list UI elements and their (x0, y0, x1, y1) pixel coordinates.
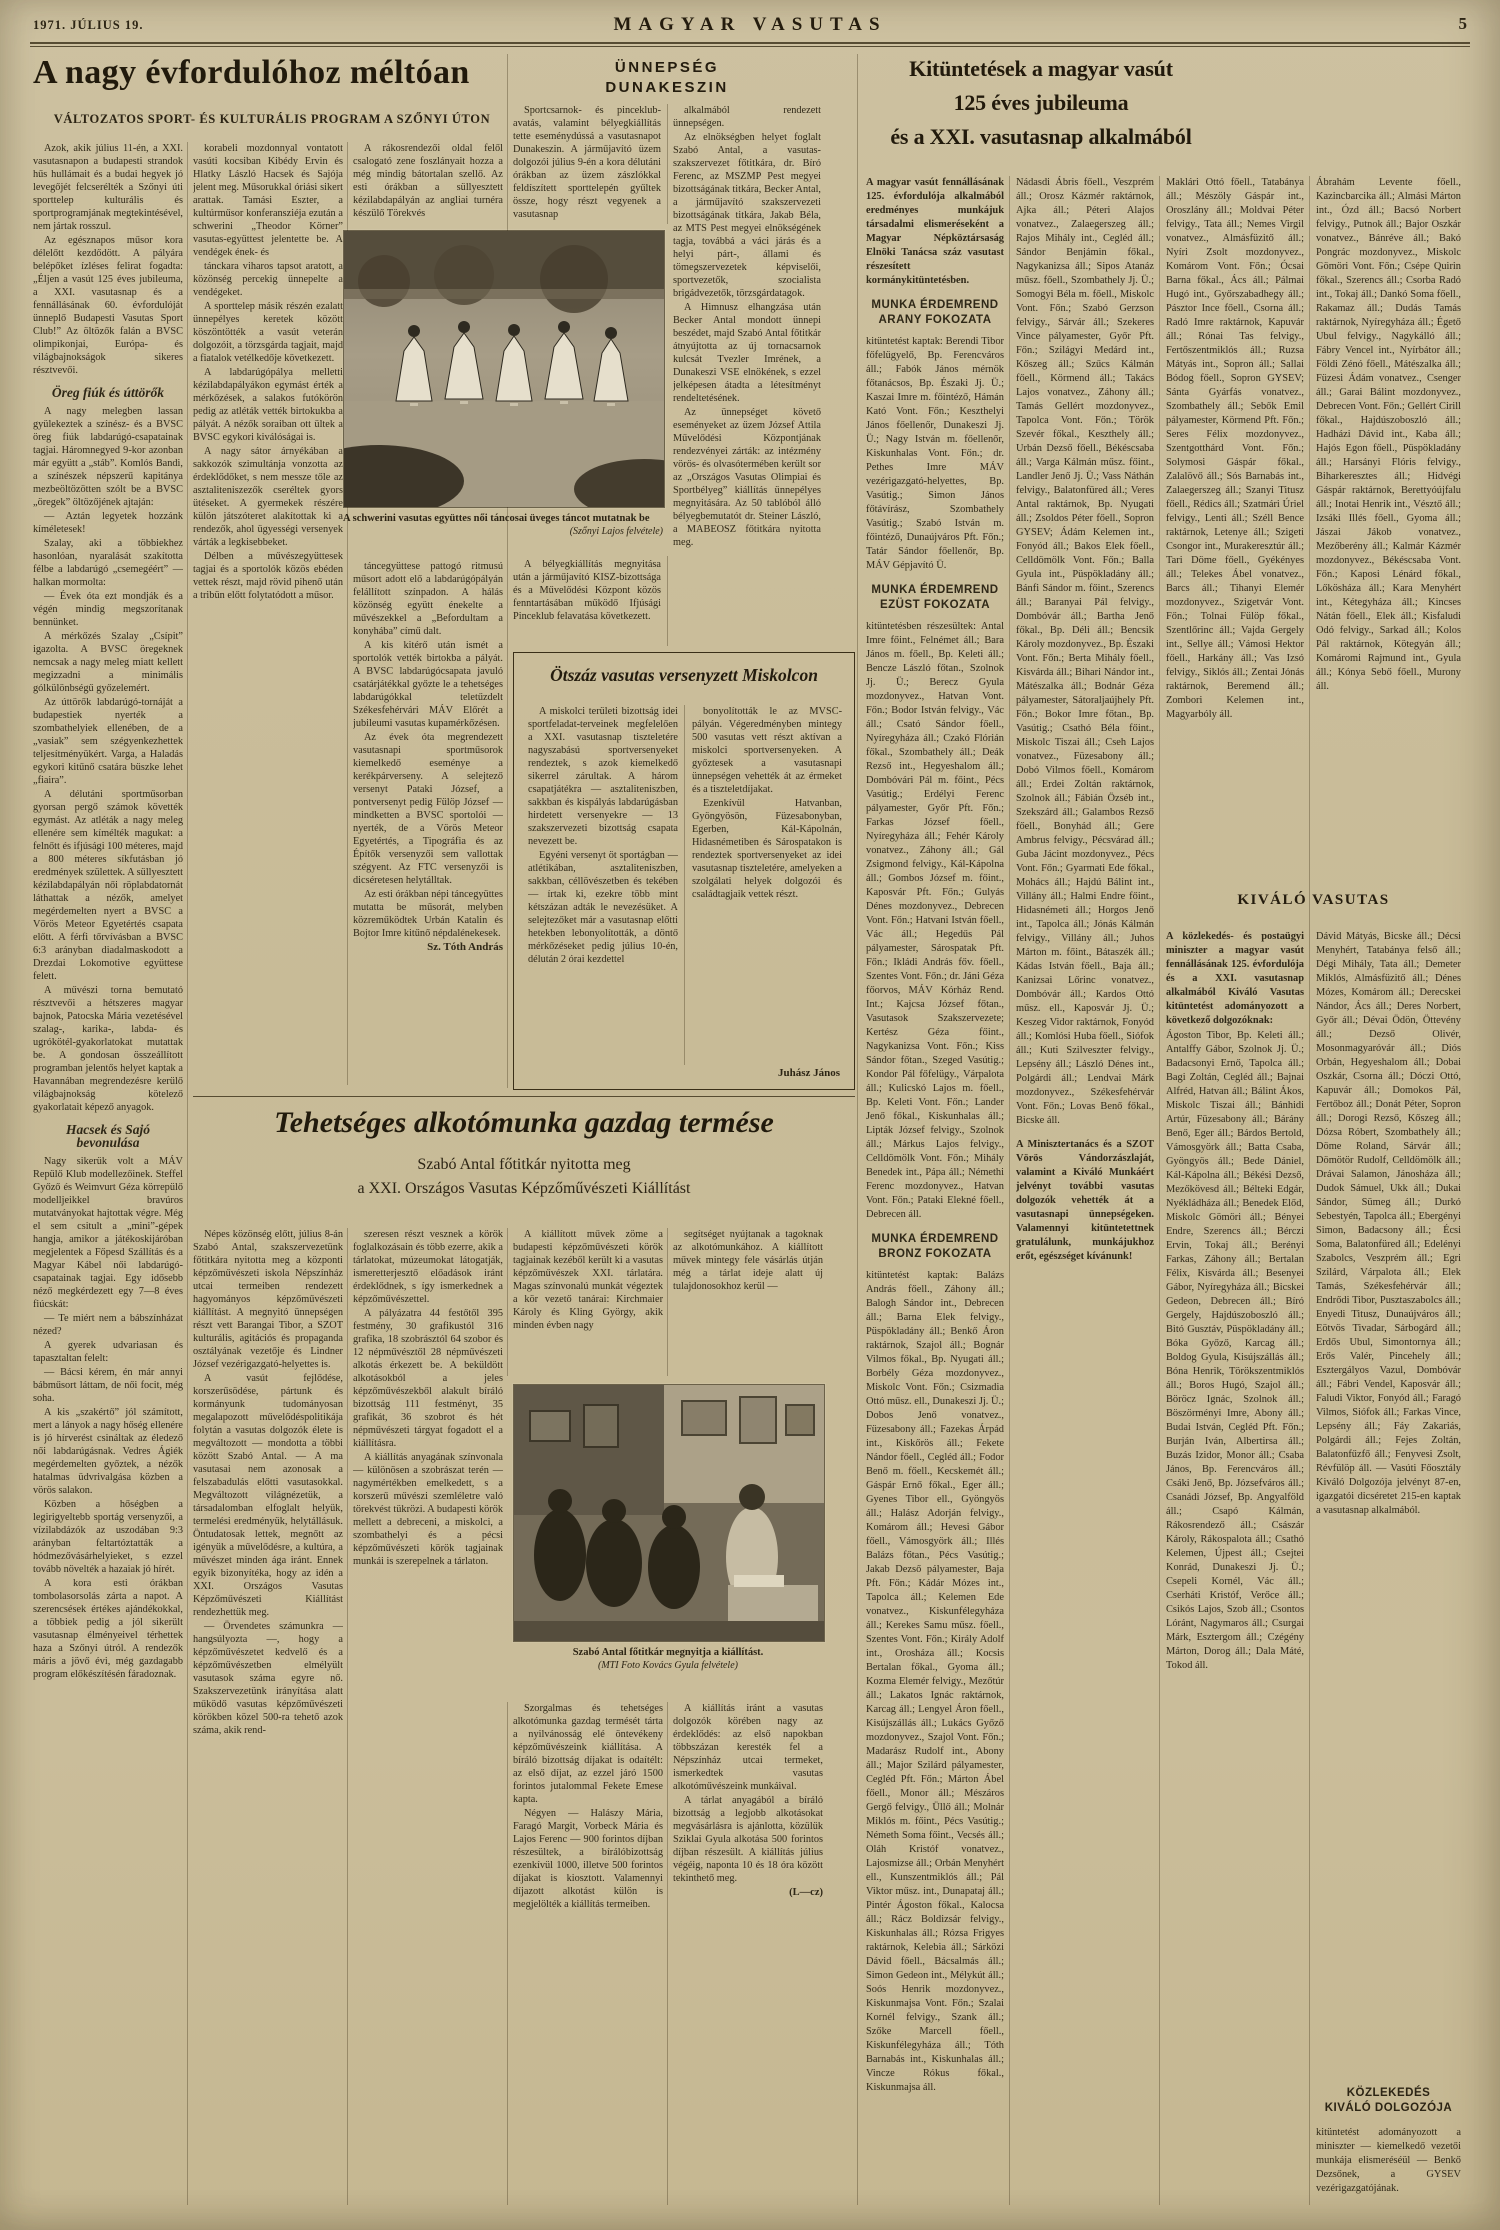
awards-column-1 (866, 176, 1004, 2205)
awards-column-4-top (1316, 176, 1461, 876)
column-rule (507, 54, 508, 1088)
dunakeszi-col-a-bottom (513, 558, 661, 646)
paragraph: A nagy sátor árnyékában a sakkozók szimultánja vonzotta az érdeklődőket, s nem messze tőle az asztaliteniszezők cseréltek gyors ütéseket. A gyermekek részére külön játszóteret alakítottak ki a rendezők, ahol ügyességi versenyek várták a legkisebbeket. (193, 446, 343, 548)
excellent-railwayman-heading: KIVÁLÓ VASUTAS (1237, 892, 1390, 908)
silver-section-heading (866, 583, 1004, 613)
paragraph: — Évek óta ezt mondják és a végén mindig megszorítanak bennünket. (33, 591, 183, 628)
paragraph: A kora esti órákban tombolasorsolás zárta a napot. A szerencsések értékes ajándékokkal, a többiek pedig a jól sikerült vasutasnap élményeivel térhettek haza a Szőnyi útról. A rendezők máris a jövő évi, még gazdagabb program előkészítésén fáradoznak. (33, 1578, 183, 1680)
awards-column-2 (1016, 176, 1154, 2205)
page-number: 5 (1458, 14, 1467, 33)
lead-byline: Sz. Tóth András (427, 941, 503, 953)
exhibition-column-1 (193, 1228, 343, 2205)
silver-heading-line2: EZÜST FOKOZATA (879, 599, 991, 611)
paragraph: Szalay, aki a többiekhez hasonlóan, nyaralását szakította félbe a labdarúgó „csemegéért” — halkan mormolta: (33, 538, 183, 588)
paragraph: A kiállítás anyagának színvonala — különösen a szobrászat terén — nagymértékben emelkedett, s a korszerű művészi szemléletre való törekvést tükrözi. A budapesti körök mellett a debreceni, a miskolci, a szombathelyi és a pécsi képzőművészeti körök tagjainak munkái is szerepelnek a tárlaton. (353, 1452, 503, 1567)
paragraph: A kis „szakértő” jól számított, mert a lányok a nagy hőség ellenére is jó hírverést csináltak az éledező női labdarúgásnak. Vedres Ágiék megérdemelten győztek, a nézők hatalmas üdvrivalgása közben a vörös salakon. (33, 1407, 183, 1496)
lead-column-1 (33, 142, 183, 2205)
paragraph: A bélyegkiállítás megnyitása után a járműjavító KISZ-bizottsága és a Művelődési Központ közös fenntartásában működő Ifjúsági Pinceklub felavatása következett. (513, 559, 661, 622)
section-rule (857, 54, 858, 2205)
header-rule-thin (30, 46, 1470, 47)
paragraph: Ezenkívül Hatvanban, Gyöngyösön, Füzesabonyban, Egerben, Kál-Kápolnán, Hidasnémetiben és Sárospatakon is rendeztek sportversenyeket az idei vasutasnap tiszteletére, amelyeken a szolgálati helyek dolgozói és családtagjaik vettek részt. (692, 798, 842, 900)
paragraph: A labdarúgópálya melletti kézilabdapályákon egymást érték a mérkőzések, a salakos futókörön pedig az atléták vették birtokukba a pályát. A nézők soraiban ott ültek a BVSC egykori kiválóságai is. (193, 367, 343, 443)
silver-list-d: Ábrahám Levente főell., Kazincbarcika áll.; Almási Márton int., Ózd áll.; Bacsó Norbert felvigy., Putnok áll.; Bajor Oszkár vonatvez., Bánréve áll.; Bakó Pongrác mozdonyvez., Miskolc Gömöri Vont. Főn.; Csépe Quirin főkal., Szerencs áll.; Csorba Radó int., Tokaj áll.; Dankó Soma főell., Rakamaz áll.; Dudás Tamás raktárnok, Nyíregyháza áll.; Égető Ubul felvigy., Nagykálló áll.; Fábry Vencel int., Nyírbátor áll.; Földi Zénó főell., Mátészalka áll.; Füzesi Ádám vonatvez., Csenger áll.; Garai Bálint mozdonyvez., Debrecen Vont. Főn.; Gellért Cirill főkal., Hajdúszoboszló áll.; Hadházi Dávid int., Kaba áll.; Hajós Egon főell., Püspökladány áll.; Harsányi Flóris felvigy., Biharkeresztes áll.; Hidvégi Gáspár raktárnok, Berettyóújfalu áll.; Inotai Henrik int., Vésztő áll.; Izsáki Illés főell., Gyoma áll.; Jászai Jákob vonatvez., Mezőberény áll.; Kalmár Kázmér mozdonyvez., Békéscsaba Vont. Főn.; Kaposi Lénárd főkal., Lőkösháza áll.; Kara Menyhért int., Kétegyháza áll.; Kincses Nátán főell., Elek áll.; Kisfaludi Odó felvigy., Sarkad áll.; Kolos Pál raktárnok, Kötegyán áll.; Komáromi Rajmund int., Gyula áll.; Kónya Sebő főell., Murony áll. (1316, 177, 1461, 692)
miskolc-col-1 (528, 705, 678, 1065)
column-rule (507, 1702, 508, 2205)
paragraph: Négyen — Halászy Mária, Faragó Margit, Vorbeck Mária és Lajos Ferenc — 900 forintos díjban részesültek, a bírálóbizottság ezenkívül 1000, illetve 500 forintos díjakat is kiosztott. Valamennyi díjazott alkotást külön is megjelölték a kiállítás termeiben. (513, 1808, 663, 1910)
lead-headline: A nagy évfordulóhoz méltóan (33, 54, 470, 91)
crosshead-oreg-fiuk: Öreg fiúk és úttörők (51, 385, 165, 400)
lead-column-2 (193, 142, 343, 1085)
paragraph: — Bácsi kérem, én már annyi bábműsort láttam, de női focit, még soha. (33, 1367, 183, 1404)
miskolc-box (513, 652, 855, 1090)
dunakeszi-heading (513, 58, 821, 98)
photo-dancers-credit: (Szőnyi Lajos felvétele) (569, 525, 663, 537)
exhibition-col4-paras (673, 1702, 823, 1885)
paragraph: — Örvendetes számunkra — hangsúlyozta —, hogy a képzőművészetet kedvelő és a képzőművészetben elmélyült vasutasok száma egyre nő. Szakszervezetünk irányítása alatt működő vasutas képzőművészeti körökben közel 500-ra tehető azok száma, akik rend- (193, 1621, 343, 1736)
exhibition-column-4-top (673, 1228, 823, 1376)
column-rule (507, 1228, 508, 1376)
paragraph: Sportcsarnok- és pinceklub-avatás, valamint bélyegkiállítás tette eseménydússá a vasutasnapot Dunakeszin. A járműjavító üzem dolgozói július 9-én a kora délutáni órákban az üzem zászlókkal feldíszített sporttelepén gyűltek össze, hogy részt vegyenek a vasutasnap (513, 105, 661, 220)
silver-list-c: Maklári Ottó főell., Tatabánya áll.; Mészöly Gáspár int., Oroszlány áll.; Moldvai Péter felvigy., Tata áll.; Nemes Virgil vonatvez., Almásfüzitő áll.; Nyíri Zsolt mozdonyvez., Komárom Vont. Főn.; Ócsai Barna főkal., Ács áll.; Pálmai Hugó int., Győrszabadhegy áll.; Pásztor Ince főell., Csorna áll.; Radó Imre raktárnok, Kapuvár áll.; Rónai Tas felvigy., Fertőszentmiklós áll.; Ruzsa Mátyás int., Sopron áll.; Sallai Bódog főell., Sopron GYSEV; Sánta Gyárfás vonatvez., Szombathely áll.; Sebők Emil pályamester, Körmend Pft. Főn.; Seres Félix mozdonyvez., Szentgotthárd Vont. Főn.; Solymosi Gáspár főkal., Zalalövő áll.; Sós Barnabás int., Zalaegerszeg áll.; Szanyi Titusz főell., Rédics áll.; Szatmári Úriel felvigy., Lenti áll.; Széll Bence raktárnok, Letenye áll.; Szigeti Csongor int., Murakeresztúr áll.; Tari Döme főell., Gyékényes áll.; Telekes Ábel vonatvez., Barcs áll.; Tihanyi Elemér mozdonyvez., Szigetvár Vont. Főn.; Tolnai Fülöp főkal., Szentlőrinc áll.; Vajda Gergely int., Sellye áll.; Vámosi Hektor főell., Harkány áll.; Vas Izsó felvigy., Siklós áll.; Zentai Jónás raktárnok, Beremend áll.; Zombori Kelemen int., Magyarbóly áll. (1166, 177, 1304, 720)
paragraph: Az egésznapos műsor kora délelőtt kezdődött. A pályára belépőket ízléses felirat fogadta: „Éljen a vasút 125 éves jubileuma, a XXI. vasutasnap és a fennállásának 60. évfordulóját ünneplő Budapesti Vasutas Sport Club!” Az öltözők falán a BVSC olimpikonjai, Európa- és világbajnokságok sikeres résztvevői. (33, 235, 183, 376)
paragraph: A vasút fejlődése, korszerűsödése, pártunk és kormányunk tudományosan megalapozott művelődéspolitikája folytán a vasutas dolgozók élete is megváltozott — mondotta a többi között Szabó Antal. — A ma vasutasai nem azonosak a felszabadulás előtti vasutasokkal. Megváltozott világnézetük, a társadalomban elfoglalt helyük, termelési eredményük, helytállásuk. Öntudatosak lettek, megnőtt az igényük a művelődésre, a kultúra, a művészet minden ága iránt. Ennek egyik bizonyítéka, hogy az idén a XXI. Országos Vasutas Képzőművészeti Kiállítást rendezhettük meg. (193, 1373, 343, 1618)
silver-list-b: Nádasdi Ábris főell., Veszprém áll.; Orosz Kázmér raktárnok, Ajka áll.; Péteri Alajos vonatvez., Zalaegerszeg áll.; Rajos Mihály int., Cegléd áll.; Sándor Benjámin főkal., Nagykanizsa áll.; Sipos Atanáz műsz. főell., Szombathely Jj. Ü.; Somogyi Béla m. főell., Miskolc Vont. Főn.; Szabó Gerzson felvigy., Sárvár áll.; Szekeres Vince pályamester, Győr Pft. Főn.; Szilágyi Medárd int., Kőszeg áll.; Szűcs Kálmán főell., Körmend áll.; Takács Lajos vonatvez., Záhony áll.; Tamás Gellért mozdonyvez., Tapolca Vont. Főn.; Török Szevér főkal., Keszthely áll.; Urbán Dezső főell., Békéscsaba áll.; Varga Kálmán műsz. főint., Landler Jenő Jj. Ü.; Vass Náthán felvigy., Balatonfüred áll.; Veres Antal raktárnok, Bp. Nyugati áll.; Zsoldos Péter főell., Sopron GYSEV; Ádám Kelemen int., Fonyód áll.; Bakos Elek főell., Celldömölk Vont. Főn.; Balla Gyula int., Püspökladány áll.; Bánfi Sándor m. főint., Szerencs áll.; Baranyai Pál felvigy., Dombóvár áll.; Bartha Jenő főkal., Bp. Déli áll.; Bencsik Károly mozdonyvez., Bp. Északi Vont. Főn.; Berta Mihály főell., Kisvárda áll.; Bihari Nándor int., Mátészalka áll.; Bodnár Géza pályamester, Sátoraljaújhely Pft. Főn.; Bokor Imre főtan., Bp. Vasútig.; Csathó Béla főint., Miskolc Tiszai áll.; Cseh Lajos vonatvez., Füzesabony áll.; Dobó Vilmos főell., Komárom áll.; Erdei Zoltán raktárnok, Szolnok áll.; Fábián Özséb int., Szekszárd áll.; Galambos Rezső főell., Bonyhád áll.; Gere Ambrus felvigy., Pécsvárad áll.; Guba Jácint mozdonyvez., Pécs Vont. Főn.; Gyarmati Ede főkal., Mohács áll.; Hajdú Bálint int., Villány áll.; Halmi Endre főint., Hidasnémeti áll.; Horgos Jenő int., Tapolca áll.; Jónás Kálmán felvigy., Villány áll.; Juhos Márton m. főint., Bátaszék áll.; Kádas István főell., Baja áll.; Kanizsai Lőrinc vonatvez., Dombóvár áll.; Kardos Ottó műsz. ell., Kaposvár Jj. Ü.; Keszeg Vidor raktárnok, Fonyód áll.; Komlósi Huba főell., Siófok áll.; Kuti Szilveszter felvigy., Lepsény áll.; László Dénes int., Polgárdi áll.; Lendvai Márk mozdonyvez., Székesfehérvár Vont. Főn.; Lovas Benő főkal., Bicske áll. (1016, 177, 1154, 1126)
column-rule (1009, 176, 1010, 2205)
paragraph: Az úttörők labdarúgó-tornáját a budapestiek nyerték a szombathelyiek ellenében, de a „vasiak” sem szégyenkezhettek teljesítményükért. Varga, a Haladás egykori kitűnő csatára büszke lehet „fiaira”. (33, 697, 183, 786)
bronze-heading-line1: MUNKA ÉRDEMREND (871, 1233, 999, 1245)
column-rule (684, 705, 685, 1065)
paragraph: A mérkőzés Szalay „Csípit” igazolta. A BVSC öregeknek nemcsak a nagy meleg miatt kellett megizzadni a minimális gólkülönbségű győzelemért. (33, 631, 183, 694)
exhibition-headline: Tehetséges alkotómunka gazdag termése (274, 1106, 774, 1139)
silver-heading-line1: MUNKA ÉRDEMREND (871, 584, 999, 596)
column-rule (667, 556, 668, 646)
paragraph: A kiállítás iránt a vasutas dolgozók körében nagy az érdeklődés: az első napokban többszázan keresték fel a Népszínház utcai termeket, ismerkedtek vasutas alkotóművészeink munkáival. (673, 1703, 823, 1792)
paragraph: A kis kitérő után ismét a sportolók vették birtokba a pályát. A BVSC labdarúgócsapata javuló csatárjátékkal győzte le a tehetséges labdarúgókkal teletűzdelt Székesfehérvári MÁV Előrét a jubileumi vasutas kupamérkőzésen. (353, 640, 503, 729)
header-rule-thick (30, 42, 1470, 44)
lead-column-3-bottom (353, 560, 503, 1050)
paragraph: tánckara viharos tapsot aratott, a közönség percekig ünnepelte a vendégeket. (193, 261, 343, 298)
column-rule (1309, 176, 1310, 2205)
lead-col1-part3 (33, 1155, 183, 1681)
paragraph: Közben a hőségben a legirigyeltebb sportág versenyzői, a vízilabdázók az uszodában 9:3 arányban feltartóztatták a hódmezővásárhelyieket, s ezzel tovább növelték a hazaiak jó hírét. (33, 1499, 183, 1575)
gold-heading-line1: MUNKA ÉRDEMREND (871, 299, 999, 311)
exhibition-column-3-bottom (513, 1702, 663, 2205)
lead-column-3-top (353, 142, 503, 224)
exhibition-column-3-top (513, 1228, 663, 1376)
excellent-note: A közlekedés- és postaügyi miniszter a magyar vasút fennállásának 125. évfordulója és a XXI. vasutasnap alkalmából Kiváló Vasutas kitüntetést adományozott a következő dolgozóknak: (1166, 931, 1304, 1026)
photo-exhibition-credit: (MTI Foto Kovács Gyula felvétele) (598, 1659, 738, 1671)
photo-dancers (343, 230, 665, 508)
ministers-note: A Minisztertanács és a SZOT Vörös Vándorzászlaját, valamint a Kiváló Munkáért jelvényt további vasutas dolgozók vehették át a vasutasnapi ünnepségeken. Valamennyi kitüntetettnek gratulálunk, munkájukhoz erőt, egészséget kívánunk! (1016, 1139, 1154, 1262)
transport-heading-line1: KÖZLEKEDÉS (1346, 2087, 1431, 2099)
bronze-list: kitüntetést kaptak: Balázs András főell., Záhony áll.; Balogh Sándor int., Debrecen áll.; Barna Elek felvigy., Püspökladány áll.; Benkő Áron raktárnok, Szajol áll.; Bognár Vilmos főkal., Bp. Nyugati áll.; Borbély Géza mozdonyvez., Miskolc Vont. Főn.; Csizmadia Ottó műsz. ell., Dunakeszi Jj. Ü.; Dobos Jenő vonatvez., Füzesabony áll.; Fazekas Árpád int., Kiskőrös áll.; Fekete Nándor főell., Cegléd áll.; Fodor Benő m. főell., Kecskemét áll.; Gáspár Ernő főkal., Eger áll.; Gyenes Tibor ell., Gyöngyös áll.; Halász Adorján felvigy., Komárom áll.; Hevesi Gábor főell., Vámosgyörk áll.; Illés Balázs főtan., Pécs Vasútig.; Jakab Dezső pályamester, Baja Pft. Főn.; Kádár Mózes int., Tapolca áll.; Kelemen Ede vonatvez., Kiskunfélegyháza áll.; Kerekes Samu műsz. főell., Szentes Vont. Főn.; Király Adolf int., Orosháza áll.; Kocsis Bertalan főkal., Gyoma áll.; Kozma Elemér felvigy., Mezőtúr áll.; Lakatos Ignác raktárnok, Karcag áll.; Lengyel Áron főell., Kisújszállás áll.; Lukács Győző mozdonyvez., Szajol Vont. Főn.; Madarász Rudolf int., Abony áll.; Major Szilárd pályamester, Cegléd Pft. Főn.; Márton Ábel főell., Monor áll.; Mészáros Gergő felvigy., Üllő áll.; Molnár Miklós m. főint., Pécs Vasútig.; Németh Soma főint., Vecsés áll.; Oláh Kristóf vonatvez., Lajosmizse áll.; Orbán Menyhért ell., Kunszentmiklós áll.; Pál Viktor műsz. int., Dunapataj áll.; Pintér Ágoston főkal., Kalocsa áll.; Rácz Boldizsár felvigy., Kiskunhalas áll.; Rózsa Frigyes raktárnok, Kelebia áll.; Sárközi Dávid főell., Bácsalmás áll.; Simon Gedeon int., Mélykút áll.; Soós Henrik mozdonyvez., Kiskunmajsa Vont. Főn.; Szalai Kornél felvigy., Szank áll.; Szőke Marcell főell., Kiskunfélegyháza áll.; Tóth Barnabás int., Kiskunhalas áll.; Vincze Rókus főkal., Kiskunmajsa áll. (866, 1270, 1004, 2093)
gold-list: kitüntetést kaptak: Berendi Tibor főfelügyelő, Bp. Ferencváros áll.; Fabók János mérnök főtanácsos, Bp. Északi Jj. Ü.; Kaszai Imre m. főintéző, Hámán Kató Vont. Főn.; Keszthelyi János főellenőr, Dunakeszi Jj. Ü.; Nagy István m. főellenőr, Kiskunhalas Vont. Főn.; dr. Pethes Imre MÁV vezérigazgató-helyettes, Bp. Vasútig.; Simon János főtávírász, Szombathely Vasútig.; Szabó István m. főintéző, Dunaújváros Pft. Főn.; Tatár Sándor főellenőr, Bp. MÁV Gépjavító Ü. (866, 336, 1004, 571)
paragraph: A délutáni sportműsorban gyorsan pergő számok követték egymást. Az atléták a nagy meleg ellenére sem kímélték magukat: a felnőtt és ifjúsági 100 méteres, majd a 800 méteres síkfutásban jó eredmények születtek. A süllyesztett kézilabdapályán női röplabdatornát láthattak a nézők, amelyet megérdemelten nyert a BVSC a Vörös Meteor Egyetértés csapata előtt. A férfi tőrvívásban a BVSC 6:3 arányban diadalmaskodott a Drezdai Lokomotive együttese felett. (33, 789, 183, 982)
bronze-section-heading (866, 1232, 1004, 1262)
transport-heading-line2: KIVÁLÓ DOLGOZÓJA (1324, 2102, 1453, 2114)
paragraph: A nagy melegben lassan gyülekeztek a színész- és a BVSC öreg fiúk labdarúgó-csapatainak tagjai. Háromnegyed 9-kor azonban már együtt a „stáb”. Komlós Bandi, a színészek népszerű kapitánya mezbeöltözötten szólt be a BVSC „öregek” öltözőjének ajtaján: (33, 406, 183, 508)
excellent-list-b: Dávid Mátyás, Bicske áll.; Décsi Menyhért, Tatabánya felső áll.; Dégi Mihály, Tata áll.; Demeter Miklós, Almásfüzitő áll.; Dénes Mózes, Komárom áll.; Derecskei Nándor, Ács áll.; Deres Norbert, Győr áll.; Dévai Ödön, Öttevény áll.; Dezső Olivér, Mosonmagyaróvár áll.; Diós Orbán, Hegyeshalom áll.; Dobai Oszkár, Csorna áll.; Dóczi Ottó, Kapuvár áll.; Domokos Pál, Fertőboz áll.; Donát Péter, Sopron áll.; Dorogi Rezső, Kőszeg áll.; Dózsa Róbert, Szombathely áll.; Döme Roland, Sárvár áll.; Dömötör Rudolf, Celldömölk áll.; Drávai Salamon, Jánosháza áll.; Dudok Sámuel, Ukk áll.; Dukai Sándor, Sümeg áll.; Durkó Sebestyén, Tapolca áll.; Ebergényi Simon, Badacsony áll.; Écsi Soma, Balatonfüred áll.; Edelényi Szabolcs, Veszprém áll.; Egri Szilárd, Várpalota áll.; Elek Tamás, Székesfehérvár áll.; Endrődi Tibor, Pusztaszabolcs áll.; Enyedi Titusz, Dunaújváros áll.; Eötvös Tivadar, Sárbogárd áll.; Erdős Ubul, Simontornya áll.; Erős Valér, Pincehely áll.; Esztergályos Vazul, Dombóvár áll.; Fábri Vendel, Kaposvár áll.; Faludi Viktor, Fonyód áll.; Faragó Vilmos, Siófok áll.; Farkas Vince, Lepsény áll.; Fáy Zakariás, Polgárdi áll.; Fejes Zoltán, Balatonfűzfő áll.; Fenyvesi Zsolt, Révfülöp áll. — Vasúti Főosztály Kiváló Dolgozója jelvényt 87-en, igazgatói dicséretet 215-en kaptak a vasutasnap alkalmából. (1316, 931, 1461, 1516)
transport-worker-text (1316, 2126, 1461, 2206)
gold-section-heading (866, 298, 1004, 328)
paragraph: A sporttelep másik részén ezalatt ünnepélyes keretek között köszöntötték a vasút veterán dolgozóit, a törzsgárda tagjait, majd a fiatalok vetélkedője következett. (193, 301, 343, 364)
gold-heading-line2: ARANY FOKOZATA (878, 314, 992, 326)
paragraph: A Himnusz elhangzása után Becker Antal mondott ünnepi beszédet, majd Szabó Antal főtitkár átnyújtotta az új tornacsarnok kulcsát Tvezler Imrének, a Dunakeszi VSE elnökének, s ezzel jelképesen átadta a létesítményt rendeltetésének. (673, 302, 821, 404)
awards-intro: A magyar vasút fennállásának 125. évfordulója alkalmából eredményes munkájuk társadalmi elismeréseként a Magyar Népköztársaság Elnöki Tanácsa száz vasutast részesített kormánykitüntetésben. (866, 177, 1004, 286)
masthead: MAGYAR VASUTAS (613, 14, 887, 35)
paragraph: Az esti órákban népi táncegyüttes mutatta be műsorát, melyben közreműködtek Urbán Katalin és Bojtor Imre kitűnő népdalénekesek. (353, 889, 503, 939)
column-rule (347, 1228, 348, 2205)
excellent-column-b (1316, 930, 1461, 2070)
transport-text-para: kitüntetést adományozott a miniszter — kiemelkedő vezetői munkája elismeréséül — Benkő Dezsőnek, a GYSEV vezérigazgatójának. (1316, 2127, 1461, 2194)
lead-col3-paras (353, 560, 503, 940)
paragraph: korabeli mozdonnyal vontatott vasúti kocsiban Kibédy Ervin és Hlatky László Hacsek és Sajója jelent meg. Műsorukkal óriási sikert arattak. Tamási Eszter, a kultúrműsor konferansziéja ezután a schwerini „Theodor Körner” vasutas-együttest jelentette be. A vendégek ének- és (193, 143, 343, 258)
lead-subtitle: VÁLTOZATOS SPORT- ÉS KULTURÁLIS PROGRAM A SZŐNYI ÚTON (53, 112, 491, 126)
dunakeszi-col-a-top (513, 104, 661, 224)
paragraph: A kiállított művek zöme a budapesti képzőművészeti körök tagjainak kezéből került ki a vasutas képzőművészek XXI. tárlatára. Magas színvonalú munkát végeztek a kör vezető tanárai: Kirchmaier Károly és Kling György, akik minden évben nagy (513, 1229, 663, 1331)
exhibition-column-4-bottom (673, 1702, 823, 2205)
paragraph: bonyolították le az MVSC-pályán. Végeredményben mintegy 500 vasutas vett részt aktívan a miskolci sportversenyeken. A győztesek a vasutasnapi ünnepségen vehették át az érmeket és a tiszteletdíjakat. (692, 706, 842, 795)
awards-headline-line2: 125 éves jubileuma (953, 90, 1129, 115)
paragraph: A gyerek udvariasan és tapasztaltan felelt: (33, 1340, 183, 1364)
column-rule (667, 1228, 668, 1376)
paragraph: A rákosrendezői oldal felől csalogató zene foszlányait hozza a még mindig bátortalan szellő. Az esti órákban a süllyesztett kézilabdapályán az angliai turnéra készülő Törekvés (353, 143, 503, 219)
paragraph: — Te miért nem a bábszínházat nézed? (33, 1313, 183, 1337)
paragraph: A miskolci területi bizottság idei sportfeladat-terveinek megfelelően a XXI. vasutasnap tiszteletére nagyszabású sportversenyeket rendeztek, s azok kiemelkedő sikerrel zárultak. A három csapatjátékra — asztaliteniszben, sakkban és kispályás labdarúgásban hirdetett versenyekre — 13 szakszervezeti bizottság csapata nevezett be. (528, 706, 678, 847)
paragraph: Az elnökségben helyet foglalt Szabó Antal, a vasutas-szakszervezet főtitkára, dr. Bíró Ferenc, az MSZMP Pest megyei bizottságának titkára, Becker Antal, a járműjavító szakszervezeti bizottságának titkára, Jakab Béla, az MTS Pest megyei elnökségének tagja, továbbá a váci járás és a helyi párt-, állami és tömegszervezetek képviselői, sportvezetők, szocialista brigádvezetők, törzsgárdatagok. (673, 132, 821, 299)
exhibition-subtitle-2: a XXI. Országos Vasutas Képzőművészeti Kiállítást (357, 1180, 691, 1197)
paragraph: Nagy sikerük volt a MÁV Repülő Klub modellezőinek. Steffel Győző és Weimvurt Géza körrepülő modelljeikkel bravúros mutatványokat hajtottak végre. Még el sem csitult a „mini”-gépek hangja, amikor a játékoskijáróban megjelentek a Főpesd Szállítás és a Magyar Kábel női labdarúgó-csapatainak tagjai. Egy idősebb néző megkérdezett egy 7—8 éves fiúcskát: (33, 1156, 183, 1310)
photo-exhibition-caption: Szabó Antal főtitkár megnyitja a kiállítást. (572, 1647, 764, 1658)
dunakeszi-heading-line1: ÜNNEPSÉG (614, 59, 720, 76)
paragraph: — Aztán legyetek hozzánk kíméletesek! (33, 511, 183, 535)
excellent-list-a: Ágoston Tibor, Bp. Keleti áll.; Antalffy Gábor, Szolnok Jj. Ü.; Badacsonyi Ernő, Tapolca áll.; Bagi Zoltán, Cegléd áll.; Bajnai Alfréd, Hatvan áll.; Bálint Ákos, Miskolc Tiszai áll.; Bánhidi Artúr, Füzesabony áll.; Bárány Benő, Eger áll.; Bárdos Bertold, Vámosgyörk áll.; Batta Csaba, Gyöngyös áll.; Bede Dániel, Kál-Kápolna áll.; Békési Dezső, Mezőkövesd áll.; Bélteki Edgár, Nyékládháza áll.; Benedek Előd, Miskolc Gömöri áll.; Bényei Endre, Szerencs áll.; Bérczi Ervin, Tokaj áll.; Berényi Farkas, Záhony áll.; Bertalan Félix, Kisvárda áll.; Besenyei Gábor, Nyíregyháza áll.; Bicskei Gedeon, Debrecen áll.; Bíró Gergely, Hajdúszoboszló áll.; Bitó Gusztáv, Püspökladány áll.; Bóka Győző, Karcag áll.; Boldog Gyula, Kisújszállás áll.; Bóna Henrik, Törökszentmiklós áll.; Boros Hugó, Szajol áll.; Böröcz Ignác, Szolnok áll.; Böszörményi Imre, Abony áll.; Budai István, Cegléd Pft. Főn.; Burján Iván, Albertirsa áll.; Buzás Izidor, Monor áll.; Csaba János, Bp. Ferencváros áll.; Csáki Jenő, Bp. Józsefváros áll.; Csanádi József, Bp. Angyalföld áll.; Csapó Kálmán, Rákosrendező áll.; Császár Károly, Rákospalota áll.; Csathó Kelemen, Újpest áll.; Csejtei Konrád, Dunakeszi Jj. Ü.; Csepeli Kornél, Vác áll.; Cserháti Kristóf, Verőce áll.; Csikós Lajos, Szob áll.; Csontos Lóránt, Nagymaros áll.; Csurgai Márk, Esztergom áll.; Czégény Márton, Dorog áll.; Dala Máté, Tokod áll. (1166, 1030, 1304, 1671)
paragraph: alkalmából rendezett ünnepségen. (673, 105, 821, 129)
paragraph: Népes közönség előtt, július 8-án Szabó Antal, szakszervezetünk főtitkára nyitotta meg a központi képzőművészeti iskola Népszínház utcai termeiben rendezett hagyományos képzőművészeti kiállítást. A megnyitó ünnepségen részt vett Barangai Tibor, a SZOT kulturális, agitációs és propaganda osztályának vezetője és Lindner József vezérigazgató-helyettes is. (193, 1229, 343, 1370)
miskolc-col-2 (692, 705, 842, 1045)
column-rule (1159, 176, 1160, 2205)
awards-column-3-top (1166, 176, 1304, 876)
paragraph: A pályázatra 44 festőtől 395 festmény, 30 grafikustól 316 grafika, 18 szobrásztól 64 szobor és 12 népművésztől 28 népművészeti alkotás érkezett be. A beküldött alkotásokból a jeles képzőművészekből alakult bíráló bizottság 111 festményt, 35 grafikát, 36 szobrot és hét népművészeti tárgyat fogadott el a kiállításra. (353, 1308, 503, 1449)
excellent-column-a (1166, 930, 1304, 2205)
photo-dancers-image (344, 231, 664, 507)
silver-list-a: kitüntetésben részesültek: Antal Imre főint., Felnémet áll.; Bara János m. főell., Bp. Keleti áll.; Bencze László főtan., Szolnok Jj. Ü.; Berecz Gyula mozdonyvez., Hatvan Vont. Főn.; Bodor István felvigy., Vác áll.; Csató Sándor főell., Nyíregyháza áll.; Czakó Flórián főkal., Szombathely áll.; Deák Rezső int., Hegyeshalom áll.; Dombóvári Pál m. főint., Pécs Vasútig.; Erdélyi Ferenc pályamester, Győr Pft. Főn.; Farkas József főell., Nyíregyháza áll.; Fehér Károly vonatvez., Záhony áll.; Gál Zsigmond felvigy., Kál-Kápolna áll.; Gombos József m. főint., Kaposvár Pft. Főn.; Gulyás Dénes mozdonyvez., Debrecen Vont. Főn.; Hatvani István főell., Vác áll.; Hegedűs Pál pályamester, Sárospatak Pft. Főn.; Ikládi András főv. főell., Szentes Vont. Főn.; dr. Jáni Géza főorvos, MÁV Kórház Rend. Int.; Kajcsa József főtan., Vasutasok Szakszervezete; Kertész Géza főint., Nagykanizsa Vont. Főn.; Kiss Sándor főtan., Szeged Vasútig.; Kondor Pál főfelügy., Várpalota áll.; Kulicskó Lajos m. főell., Bp. Keleti Vont. Főn.; Lander Jenő főkal., Kiskunhalas áll.; Lipták József felvigy., Szolnok áll.; Márkus Lajos felvigy., Celldömölk Vont. Főn.; Mihály Benedek int., Pápa áll.; Némethi Ferenc mozdonyvez., Hatvan Vont. Főn.; Pataki Elekné főell., Debrecen áll. (866, 621, 1004, 1220)
paragraph: A tárlat anyagából a bíráló bizottság a legjobb alkotásokat megvásárlásra is ajánlotta, közülük Sziklai Gyula alkotása 500 forintos díjban részesült. A kiállítás július végéig, naponta 10 és 18 óra között tekinthető meg. (673, 1795, 823, 1884)
paragraph: Szorgalmas és tehetséges alkotómunka gazdag termését tárta a nyilvánosság elé öntevékeny képzőművészeink kiállítása. A bíráló bizottság díjakat is odaítélt: az első díjat, az ezzel járó 1500 forintos jutalommal Fekete Emese kapta. (513, 1703, 663, 1805)
column-rule (187, 142, 188, 2205)
paragraph: Az ünnepséget követő eseményeket az üzem József Attila Művelődési Központjának rendezvényei zárták: az intézmény vörös- és olvasótermében került sor az „Országos Vasutas Olimpiai és Sportbélyeg” kiállítás ünnepélyes megnyitására. Az 50 tablóból álló bélyegbemutatót dr. Steiner László, a MABEOSZ főtitkára nyitotta meg. (673, 407, 821, 548)
miskolc-byline: Juhász János (777, 1067, 840, 1079)
crosshead-hacsek-sajo: Hacsek és Sajó bevonulása (66, 1122, 150, 1150)
dunakeszi-col-b (673, 104, 821, 645)
paragraph: segítséget nyújtanak a tagoknak az alkotómunkához. A kiállított művek mintegy fele vásárlás útján még a tárlat ideje alatt új tulajdonosokhoz kerül — (673, 1229, 823, 1292)
photo-exhibition-caption-block (513, 1646, 823, 1671)
photo-exhibition-opening (513, 1384, 825, 1642)
awards-headline (866, 52, 1216, 154)
dunakeszi-heading-line2: DUNAKESZIN (605, 79, 729, 96)
awards-headline-line1: Kitüntetések a magyar vasút (909, 56, 1173, 81)
photo-dancers-caption-block (343, 512, 663, 537)
awards-headline-line3: és a XXI. vasutasnap alkalmából (890, 124, 1192, 149)
lead-col1-part2 (33, 405, 183, 1114)
bronze-heading-line2: BRONZ FOKOZATA (878, 1248, 992, 1260)
photo-exhibition-image (514, 1385, 824, 1641)
paragraph: szeresen részt vesznek a körök foglalkozásain és több ezerre, akik a tárlatokat, múzeumokat látogatják, ismeretterjesztő előadások iránt érdeklődnek, s így ismerkednek a képzőművészettel. (353, 1229, 503, 1305)
paragraph: Azok, akik július 11-én, a XXI. vasutasnapon a budapesti strandok hűs hullámait és a budai hegyek jó levegőjét felcserélték a Szőnyi úti sporttelep kulturális és sportprogramjának megtekintésével, nem jártak rosszul. (33, 143, 183, 232)
exhibition-signature: (L—cz) (789, 1887, 823, 1898)
exhibition-subtitle-1: Szabó Antal főtitkár nyitotta meg (417, 1156, 631, 1173)
miskolc-headline: Ötszáz vasutas versenyzett Miskolcon (550, 665, 818, 685)
column-rule (667, 104, 668, 224)
paragraph: Délben a művészegyüttesek tagjai és a sportolók közös ebéden vettek részt, majd rövid pihenő után a tribün előtt folytatódott a műsor. (193, 551, 343, 601)
paragraph: Az évek óta megrendezett vasutasnapi sportműsorok kiemelkedő eseménye a kerékpárverseny. A selejtező versenyt Pataki József, a pontversenyt pedig Fülöp József — mindketten a BVSC sportolói — nyerték, de a Vörös Meteor Egyetértés, a Tipográfia és az Építők versenyzői sem vallottak szégyent. Az FTC versenyzői is dicséretesen helytálltak. (353, 732, 503, 886)
exhibition-column-2 (353, 1228, 503, 2205)
paragraph: A művészi torna bemutató résztvevői a hétszeres magyar bajnok, Patocska Mária vezetésével szalag-, karika-, labda- és ugrókötél-gyakorlatokat mutattak be. A gondosan összeállított programban jelentős helyet kaptak a Havannában megrendezésre kerülő világbajnokság kötelező gyakorlatait képező anyagok. (33, 985, 183, 1113)
paragraph: táncegyüttese pattogó ritmusú műsort adott elő a labdarúgópályán felállított színpadon. A hálás közönség együtt énekelte a művészekkel a „Befordultam a konyhába” című dalt. (353, 561, 503, 637)
issue-date: 1971. JÚLIUS 19. (33, 18, 144, 32)
column-rule (667, 1702, 668, 2205)
transport-worker-heading (1316, 2086, 1461, 2116)
photo-dancers-caption: A schwerini vasutas együttes női táncosai üveges táncot mutatnak be (343, 513, 650, 524)
lead-col1-part1 (33, 142, 183, 377)
exhibition-top-rule (193, 1096, 855, 1097)
paragraph: Egyéni versenyt öt sportágban — atlétikában, asztaliteniszben, sakkban, céllövészetben és tekében — írtak ki, ezekre több mint kétszázan adták le nevezésüket. A selejtezőket már a vasutasnap előtti hetekben lebonyolították, a döntő mérkőzéseket pedig július 10-én, délután 2 órai kezdettel (528, 850, 678, 965)
